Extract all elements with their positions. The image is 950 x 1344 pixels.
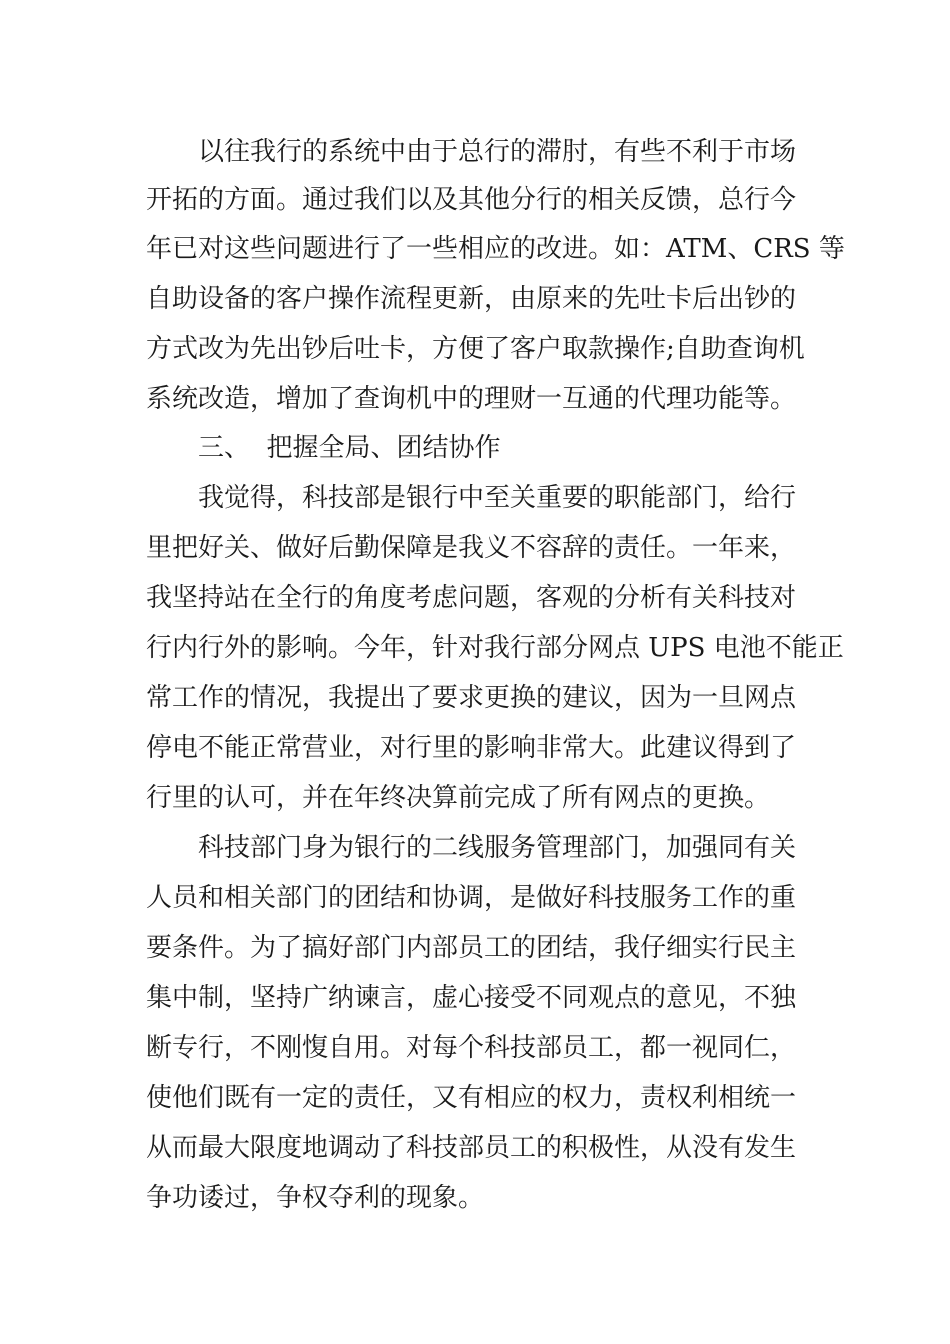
paragraph-2-line-4: 行内行外的影响。今年，针对我行部分网点 UPS 电池不能正 — [146, 633, 844, 663]
paragraph-3-line-5: 断专行，不刚愎自用。对每个科技部员工，都一视同仁， — [146, 1033, 797, 1063]
paragraph-1-line-2: 开拓的方面。通过我们以及其他分行的相关反馈，总行今 — [146, 185, 797, 215]
paragraph-2-line-6: 停电不能正常营业，对行里的影响非常大。此建议得到了 — [146, 733, 797, 763]
paragraph-3-line-8: 争功诿过，争权夺利的现象。 — [146, 1183, 485, 1213]
paragraph-3-line-4: 集中制，坚持广纳谏言，虚心接受不同观点的意见，不独 — [146, 983, 797, 1013]
section-heading: 三、 把握全局、团结协作 — [198, 433, 501, 463]
paragraph-3-line-7: 从而最大限度地调动了科技部员工的积极性，从没有发生 — [146, 1133, 797, 1163]
paragraph-1-line-6: 系统改造，增加了查询机中的理财一互通的代理功能等。 — [146, 384, 797, 414]
paragraph-3-line-3: 要条件。为了搞好部门内部员工的团结，我仔细实行民主 — [146, 933, 797, 963]
paragraph-3-line-1: 科技部门身为银行的二线服务管理部门，加强同有关 — [198, 833, 797, 863]
paragraph-2-line-2: 里把好关、做好后勤保障是我义不容辞的责任。一年来， — [146, 533, 797, 563]
paragraph-2-line-3: 我坚持站在全行的角度考虑问题，客观的分析有关科技对 — [146, 583, 797, 613]
paragraph-2-line-1: 我觉得，科技部是银行中至关重要的职能部门，给行 — [198, 483, 797, 513]
paragraph-2-line-7: 行里的认可，并在年终决算前完成了所有网点的更换。 — [146, 783, 771, 813]
paragraph-2-line-5: 常工作的情况，我提出了要求更换的建议，因为一旦网点 — [146, 683, 797, 713]
paragraph-1-line-5: 方式改为先出钞后吐卡，方便了客户取款操作;自助查询机 — [146, 334, 805, 364]
paragraph-1-line-1: 以往我行的系统中由于总行的滞肘，有些不利于市场 — [198, 137, 797, 167]
paragraph-3-line-2: 人员和相关部门的团结和协调，是做好科技服务工作的重 — [146, 883, 797, 913]
paragraph-3-line-6: 使他们既有一定的责任，又有相应的权力，责权利相统一 — [146, 1083, 797, 1113]
paragraph-1-line-4: 自助设备的客户操作流程更新，由原来的先吐卡后出钞的 — [146, 284, 797, 314]
paragraph-1-line-3: 年已对这些问题进行了一些相应的改进。如：ATM、CRS 等 — [146, 234, 845, 264]
